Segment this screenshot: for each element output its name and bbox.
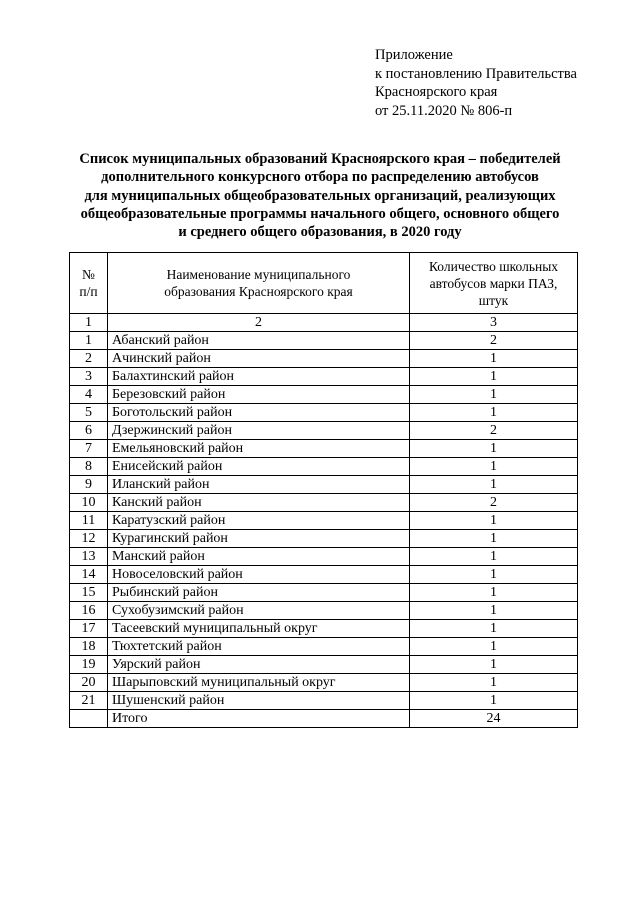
row-name: Боготольский район [108,404,410,422]
table-row [70,584,578,602]
row-num: 6 [70,422,108,440]
row-name: Курагинский район [108,530,410,548]
table-row [70,638,578,656]
table-row [70,404,578,422]
row-name: Рыбинский район [108,584,410,602]
row-name: Тасеевский муниципальный округ [108,620,410,638]
appendix-line: Красноярского края [375,84,498,100]
row-num: 3 [70,368,108,386]
row-count: 1 [410,476,578,494]
appendix-line: к постановлению Правительства [375,65,577,82]
total-label: Итого [108,710,410,728]
title-line: и среднего общего образования, в 2020 году [178,224,462,241]
table-row [70,692,578,710]
table-row [70,350,578,368]
column-number: 2 [108,314,410,332]
municipalities-table [69,252,578,728]
title-line: для муниципальных общеобразовательных организаций, реализующих [84,187,556,204]
title-line: дополнительного конкурсного отбора по распределению автобусов [101,169,539,186]
row-count: 1 [410,350,578,368]
row-name: Манский район [108,548,410,566]
total-count: 24 [410,710,578,728]
header-num-line: п/п [79,284,98,299]
table-header-row [70,253,578,314]
appendix-block [375,46,577,120]
row-count: 1 [410,368,578,386]
row-name: Березовский район [108,386,410,404]
row-count: 1 [410,602,578,620]
row-num: 11 [70,512,108,530]
table-row [70,458,578,476]
row-num: 2 [70,350,108,368]
row-count: 1 [410,404,578,422]
table-row [70,422,578,440]
row-count: 2 [410,494,578,512]
total-row [70,710,578,728]
header-count-line: Количество школьных [428,258,559,274]
table-row [70,494,578,512]
row-num: 20 [70,674,108,692]
table-row [70,620,578,638]
row-num: 8 [70,458,108,476]
row-name: Каратузский район [108,512,410,530]
table-row [70,674,578,692]
header-name-line: образования Красноярского края [164,284,353,299]
row-num: 9 [70,476,108,494]
row-name: Дзержинский район [108,422,410,440]
table-row [70,440,578,458]
row-num: 5 [70,404,108,422]
appendix-line: от 25.11.2020 № 806-п [375,102,513,119]
header-name [108,253,410,314]
row-count: 1 [410,440,578,458]
table-row [70,512,578,530]
row-name: Енисейский район [108,458,410,476]
table-row [70,386,578,404]
row-count: 1 [410,458,578,476]
row-count: 1 [410,692,578,710]
row-count: 1 [410,656,578,674]
row-count: 1 [410,530,578,548]
row-name: Емельяновский район [108,440,410,458]
row-name: Балахтинский район [108,368,410,386]
row-count: 2 [410,422,578,440]
row-count: 1 [410,512,578,530]
header-count-line: штук [478,292,509,308]
row-count: 1 [410,638,578,656]
table-row [70,530,578,548]
table-row [70,548,578,566]
row-num: 17 [70,620,108,638]
row-name: Шушенский район [108,692,410,710]
row-num: 19 [70,656,108,674]
header-name-line: Наименование муниципального [166,267,351,282]
row-name: Абанский район [108,332,410,350]
row-count: 1 [410,566,578,584]
row-name: Ачинский район [108,350,410,368]
document-title [40,150,600,241]
table-row [70,476,578,494]
row-num: 12 [70,530,108,548]
table-row [70,656,578,674]
row-name: Шарыповский муниципальный округ [108,674,410,692]
table-row [70,602,578,620]
row-num: 16 [70,602,108,620]
total-num [70,710,108,728]
row-count: 1 [410,548,578,566]
column-number: 1 [70,314,108,332]
row-name: Новоселовский район [108,566,410,584]
title-line: Список муниципальных образований Красноярского края – победителей [79,151,561,167]
row-num: 1 [70,332,108,350]
row-num: 4 [70,386,108,404]
row-name: Канский район [108,494,410,512]
header-num [70,253,108,314]
row-num: 10 [70,494,108,512]
row-count: 1 [410,584,578,602]
header-count-line: автобусов марки ПАЗ, [429,275,558,291]
row-count: 2 [410,332,578,350]
table-row [70,566,578,584]
row-name: Уярский район [108,656,410,674]
row-num: 15 [70,584,108,602]
row-num: 14 [70,566,108,584]
row-name: Сухобузимский район [108,602,410,620]
title-line: общеобразовательные программы начального общего, основного общего [80,205,560,222]
row-count: 1 [410,386,578,404]
row-name: Тюхтетский район [108,638,410,656]
row-name: Иланский район [108,476,410,494]
table-row [70,332,578,350]
row-num: 13 [70,548,108,566]
row-count: 1 [410,674,578,692]
appendix-line: Приложение [375,47,453,63]
row-num: 7 [70,440,108,458]
table-row [70,368,578,386]
header-num-line: № [82,267,95,282]
column-number-row [70,314,578,332]
row-num: 21 [70,692,108,710]
row-count: 1 [410,620,578,638]
row-num: 18 [70,638,108,656]
column-number: 3 [410,314,578,332]
header-count [410,253,578,314]
